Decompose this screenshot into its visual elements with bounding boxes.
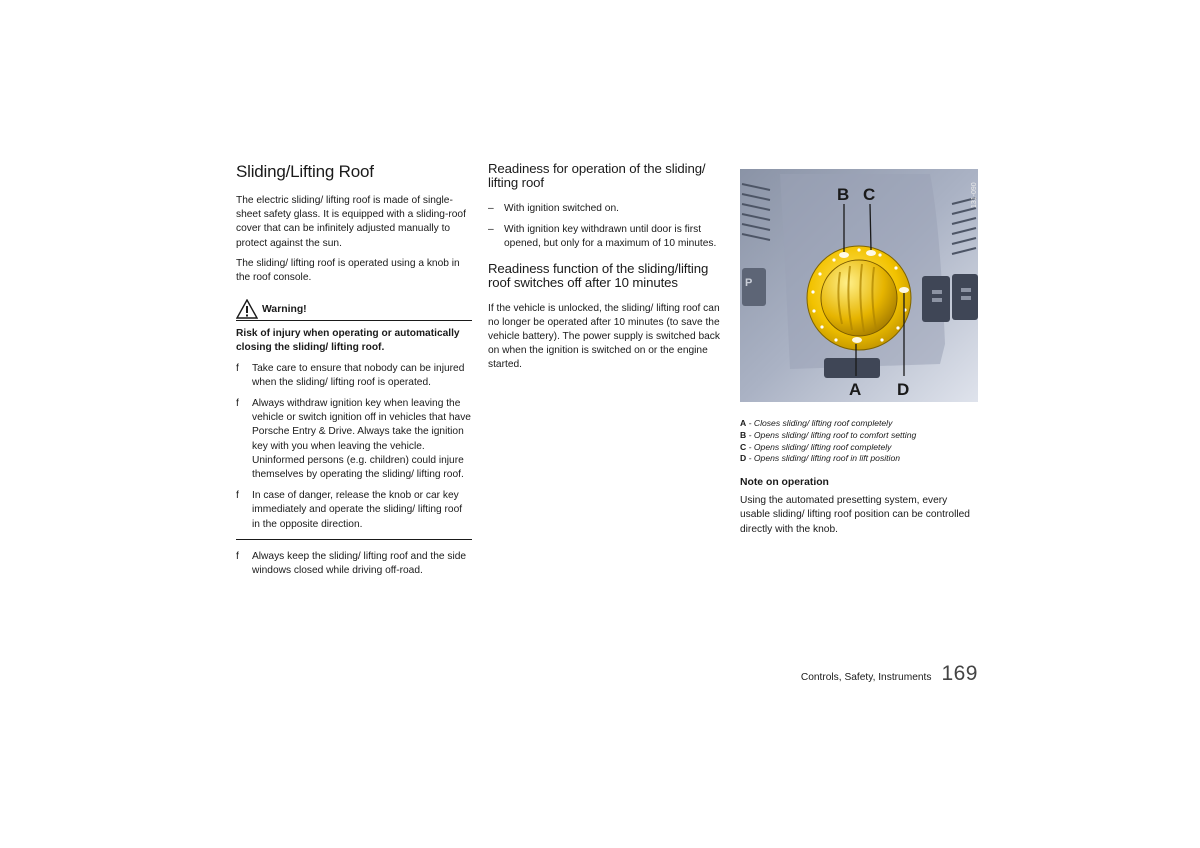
knob-paragraph: The sliding/ lifting roof is operated using a knob in the roof console. [236,257,460,284]
warning-bullets [236,362,472,532]
section-title: Controls, Safety, Instruments [800,672,932,683]
figure-label-a: A [849,380,862,399]
warning-text: Risk of injury when operating or automatically closing the sliding/ lifting roof. [236,328,460,354]
switch-off-heading: Readiness function of the sliding/lifting roof switches off after 10 minutes [488,260,709,290]
readiness-heading: Readiness for operation of the sliding/ lifting roof [488,161,706,190]
list-item: f In case of danger, release the knob or car key immediately and operate the sliding/ lifting roof in the opposite direction. [236,490,463,530]
bullet-marker: f [236,550,239,562]
page-number: 169 [941,662,978,685]
dash-marker: – [488,224,494,236]
legend-item: B - Opens sliding/ lifting roof to comfort setting [740,429,917,440]
figure-label-c: C [863,185,876,204]
bullet-marker: f [236,490,239,502]
figure-code: 131-090 [971,182,978,208]
figure-label-d: D [897,380,910,399]
roof-knob-illustration [740,164,978,402]
warning-header [236,299,472,321]
page-footer [790,662,978,686]
readiness-list [488,202,724,252]
column-right [740,160,978,543]
legend-item: D - Opens sliding/ lifting roof in lift position [740,453,901,464]
list-item: f Always keep the sliding/ lifting roof and the side windows closed while driving off-road. [236,550,467,577]
warning-icon [236,299,258,319]
offroad-bullet [236,550,472,578]
bullet-marker: f [236,398,239,410]
legend-item: A - Closes sliding/ lifting roof completely [740,418,893,428]
figure-label-b: B [837,185,850,204]
svg-text:P: P [745,277,753,289]
column-left [236,160,472,585]
note-heading: Note on operation [740,477,829,489]
column-middle [488,160,724,379]
intro-paragraph: The electric sliding/ lifting roof is made of single-sheet safety glass. It is equipped with a sliding-roof cover that can be infinitely adjusted manually to protect against the sun. [236,195,466,249]
list-item: f Always withdraw ignition key when leaving the vehicle or switch ignition off in vehicles that have Porsche Entry & Drive. Always take the ignition key with you when leaving the vehicle. Uninformed persons (e.g. children) could injure themselves by operating the sliding/ lifting roof. [236,398,471,481]
dash-marker: – [488,203,494,214]
list-item: f Take care to ensure that nobody can be injured when the sliding/ lifting roof is operated. [236,362,465,388]
figure-legend [740,418,978,465]
warning-label: Warning! [262,303,307,315]
switch-off-paragraph: If the vehicle is unlocked, the sliding/ lifting roof can no longer be operated after 10 minutes (to save the vehicle battery). The power supply is switched back on when the ignition is switched on or the engine started. [488,302,720,371]
bullet-marker: f [236,362,239,374]
list-item: – With ignition switched on. [488,202,724,216]
warning-end-divider [236,539,472,540]
page-title: Sliding/Lifting Roof [236,162,374,181]
list-item: – With ignition key withdrawn until door is first opened, but only for a maximum of 10 minutes. [488,224,717,250]
legend-item: C - Opens sliding/ lifting roof completely [740,441,892,452]
note-text: Using the automated presetting system, every usable sliding/ lifting roof position can be controlled directly with the knob. [740,495,970,535]
roof-console-photo [740,164,978,402]
